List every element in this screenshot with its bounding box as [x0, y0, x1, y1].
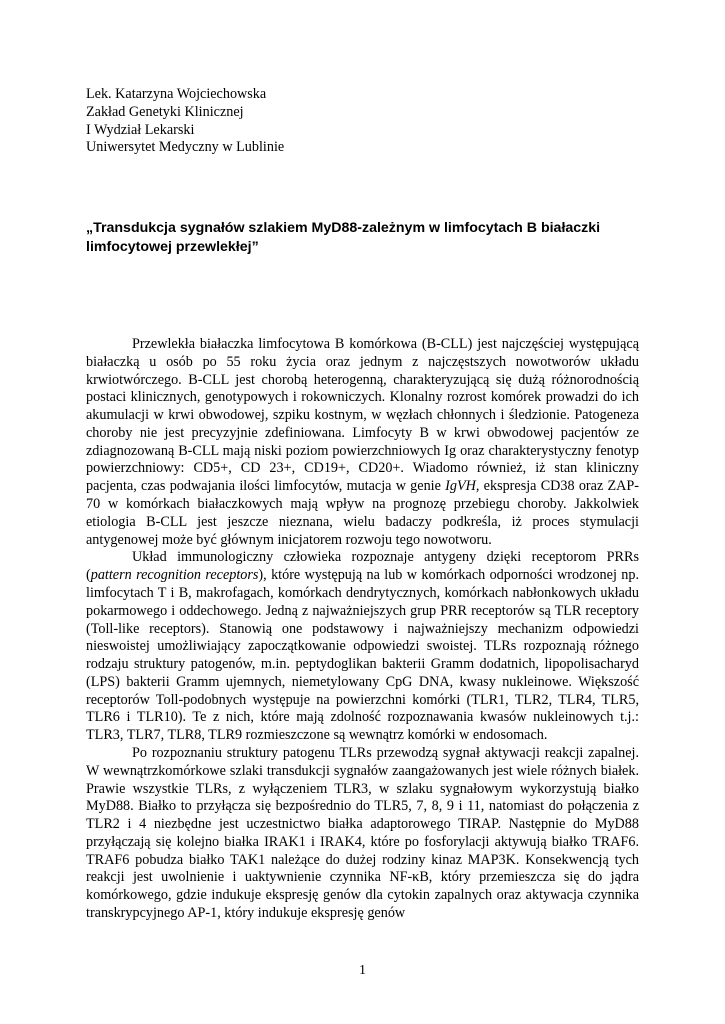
body-text [86, 336, 639, 923]
document-title: „Transdukcja sygnałów szlakiem MyD88-zależnym w limfocytach B białaczki limfocytowej przewlekłej” [86, 220, 601, 255]
paragraph-3: Po rozpoznaniu struktury patogenu TLRs przewodzą sygnał aktywacji reakcji zapalnej. W wewnątrzkomórkowe szlaki transdukcji sygnałów zaangażowanych jest wiele różnych białek. Prawie wszystkie TLRs, z wyłączeniem TLR3, w szlaku sygnałowym wykorzystują białko MyD88. Białko to przyłącza się bezpośrednio do TLR5, 7, 8, 9 i 11, natomiast do połączenia z TLR2 i 4 niezbędne jest uczestnictwo białka adaptorowego TIRAP. Następnie do MyD88 przyłączają się kolejno białka IRAK1 i IRAK4, które po fosforylacji aktywują białko TRAF6. TRAF6 pobudza białko TAK1 należące do dużej rodziny kinaz MAP3K. Konsekwencją tych reakcji jest uwolnienie i uaktywnienie czynnika NF-κB, który przemieszcza się do jądra komórkowego, gdzie indukuje ekspresję genów dla cytokin zapalnych oraz aktywacja czynnika transkrypcyjnego AP-1, który indukuje ekspresję genów [86, 744, 639, 921]
paragraph-1-part-b: , ekspresja CD38 oraz ZAP-70 w komórkach białaczkowych mają wpływ na prognozę przebiegu choroby. Jakkolwiek etiologia B-CLL jest jeszcze nieznana, wielu badaczy podkreśla, iż proces stymulacji antygenowej może być głównym inicjatorem rozwoju tego nowotworu. [86, 478, 640, 548]
paragraph-2 [86, 549, 639, 745]
paragraph-1-part-a: Przewlekła białaczka limfocytowa B komórkowa (B-CLL) jest najczęściej występującą białaczką u osób po 55 roku życia oraz jednym z najczęstszych nowotworów układu krwiotwórczego. B-CLL jest chorobą heterogenną, charakteryzującą się dużą różnorodnością postaci klinicznych, genotypowych i rokowniczych. Klonalny rozrost komórek prowadzi do ich akumulacji w krwi obwodowej, szpiku kostnym, w węzłach chłonnych i śledzionie. Patogeneza choroby nie jest precyzyjnie zdefiniowana. Limfocyty B w krwi obwodowej pacjentów ze zdiagnozowaną B-CLL mają niski poziom powierzchniowych Ig oraz charakterystyczny fenotyp powierzchniowy: CD5+, CD 23+, CD19+, CD20+. Wiadomo również, iż stan kliniczny pacjenta, czas podwajania ilości limfocytów, mutacja w genie [86, 336, 639, 495]
author-department: Zakład Genetyki Klinicznej [86, 103, 244, 120]
paragraph-2-part-b: ), które występują na lub w komórkach odporności wrodzonej np. limfocytach T i B, makrofagach, komórkach dendrytycznych, komórkach nabłonkowych układu pokarmowego i oddechowego. Jedną z najważniejszych grup PRR receptorów są TLR receptory (Toll-like receptors). Stanowią one podstawowy i najważniejszy mechanizm odpowiedzi nieswoistej umożliwiający zapoczątkowanie odpowiedzi swoistej. TLRs rozpoznają różnego rodzaju struktury patogenów, m.in. peptydoglikan bakterii Gramm dodatnich, lipopolisacharyd (LPS) bakterii Gramm ujemnych, niemetylowany CpG DNA, kwasy nukleinowe. Większość receptorów Toll-podobnych występuje na powierzchni komórki (TLR1, TLR2, TLR4, TLR5, TLR6 i TLR10). Te z nich, które mają zdolność rozpoznawania kwasów nukleinowych t.j.: TLR3, TLR7, TLR8, TLR9 rozmieszczone są wewnątrz komórki w endosomach. [86, 567, 639, 744]
author-name: Lek. Katarzyna Wojciechowska [86, 86, 267, 102]
paragraph-1 [86, 336, 639, 549]
term-italic: pattern recognition receptors [90, 567, 259, 584]
paragraph-2-part-a: Układ immunologiczny człowieka rozpoznaje antygeny dzięki receptorom PRRs ( [86, 549, 639, 584]
author-university: Uniwersytet Medyczny w Lublinie [86, 139, 285, 156]
author-faculty: I Wydział Lekarski [86, 121, 195, 138]
author-block [86, 86, 284, 157]
page-number: 1 [359, 963, 366, 978]
gene-name-italic: IgVH [445, 478, 476, 495]
